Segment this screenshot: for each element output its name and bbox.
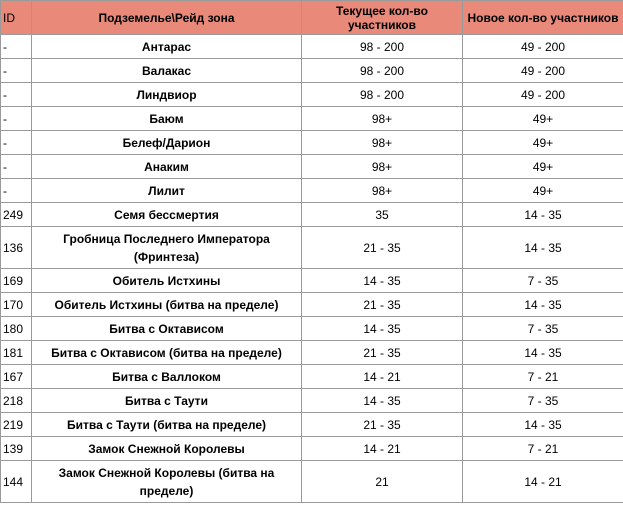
row-current-count: 98 - 200 xyxy=(302,35,463,59)
table-row xyxy=(1,131,623,155)
header-current-count: Текущее кол-во участников xyxy=(302,1,463,35)
row-zone: Белеф/Дарион xyxy=(32,131,302,155)
row-new-count: 14 - 35 xyxy=(463,341,623,365)
row-zone: Гробница Последнего Императора (Фринтеза) xyxy=(32,227,302,269)
table-row xyxy=(1,293,623,317)
row-id: - xyxy=(1,179,32,203)
table-row xyxy=(1,461,623,503)
table-row xyxy=(1,389,623,413)
row-zone: Замок Снежной Королевы xyxy=(32,437,302,461)
row-id: 169 xyxy=(1,269,32,293)
row-id: 181 xyxy=(1,341,32,365)
row-current-count: 14 - 35 xyxy=(302,317,463,341)
row-current-count: 21 - 35 xyxy=(302,341,463,365)
table-header-row xyxy=(1,1,623,35)
row-zone: Баюм xyxy=(32,107,302,131)
row-new-count: 14 - 35 xyxy=(463,413,623,437)
row-new-count: 7 - 35 xyxy=(463,389,623,413)
row-current-count: 98 - 200 xyxy=(302,83,463,107)
table-row xyxy=(1,107,623,131)
row-current-count: 98+ xyxy=(302,107,463,131)
row-zone: Обитель Истхины xyxy=(32,269,302,293)
row-zone: Обитель Истхины (битва на пределе) xyxy=(32,293,302,317)
row-zone: Лилит xyxy=(32,179,302,203)
row-new-count: 49+ xyxy=(463,107,623,131)
row-id: - xyxy=(1,107,32,131)
row-id: 219 xyxy=(1,413,32,437)
row-id: - xyxy=(1,35,32,59)
table-row xyxy=(1,155,623,179)
row-id: - xyxy=(1,59,32,83)
table-row xyxy=(1,83,623,107)
row-zone: Битва с Таути xyxy=(32,389,302,413)
table-row xyxy=(1,203,623,227)
row-new-count: 49 - 200 xyxy=(463,35,623,59)
row-zone: Антарас xyxy=(32,35,302,59)
table-row xyxy=(1,35,623,59)
row-new-count: 49+ xyxy=(463,155,623,179)
row-zone: Битва с Таути (битва на пределе) xyxy=(32,413,302,437)
row-current-count: 98+ xyxy=(302,131,463,155)
row-new-count: 7 - 21 xyxy=(463,437,623,461)
row-id: 249 xyxy=(1,203,32,227)
table-row xyxy=(1,365,623,389)
row-new-count: 14 - 21 xyxy=(463,461,623,503)
row-id: 139 xyxy=(1,437,32,461)
row-zone: Замок Снежной Королевы (битва на пределе) xyxy=(32,461,302,503)
row-zone: Битва с Октависом (битва на пределе) xyxy=(32,341,302,365)
row-new-count: 49+ xyxy=(463,179,623,203)
row-new-count: 14 - 35 xyxy=(463,203,623,227)
row-zone: Семя бессмертия xyxy=(32,203,302,227)
row-id: 170 xyxy=(1,293,32,317)
row-id: 180 xyxy=(1,317,32,341)
row-zone: Линдвиор xyxy=(32,83,302,107)
row-id: 144 xyxy=(1,461,32,503)
row-current-count: 35 xyxy=(302,203,463,227)
table-row xyxy=(1,59,623,83)
row-zone: Битва с Октависом xyxy=(32,317,302,341)
row-id: 218 xyxy=(1,389,32,413)
row-current-count: 14 - 21 xyxy=(302,437,463,461)
row-zone: Анаким xyxy=(32,155,302,179)
row-zone: Битва с Валлоком xyxy=(32,365,302,389)
row-new-count: 7 - 21 xyxy=(463,365,623,389)
row-current-count: 98+ xyxy=(302,179,463,203)
row-current-count: 98 - 200 xyxy=(302,59,463,83)
row-new-count: 14 - 35 xyxy=(463,293,623,317)
row-id: - xyxy=(1,83,32,107)
row-new-count: 14 - 35 xyxy=(463,227,623,269)
row-current-count: 98+ xyxy=(302,155,463,179)
row-id: - xyxy=(1,131,32,155)
table-row xyxy=(1,413,623,437)
row-new-count: 7 - 35 xyxy=(463,269,623,293)
row-current-count: 14 - 35 xyxy=(302,269,463,293)
table-row xyxy=(1,227,623,269)
table-row xyxy=(1,437,623,461)
table-row xyxy=(1,317,623,341)
table-body xyxy=(1,35,623,503)
row-id: 136 xyxy=(1,227,32,269)
row-id: - xyxy=(1,155,32,179)
row-new-count: 7 - 35 xyxy=(463,317,623,341)
row-zone: Валакас xyxy=(32,59,302,83)
table-row xyxy=(1,341,623,365)
table-row xyxy=(1,269,623,293)
table-row xyxy=(1,179,623,203)
header-zone: Подземелье\Рейд зона xyxy=(32,1,302,35)
row-new-count: 49 - 200 xyxy=(463,59,623,83)
row-current-count: 21 xyxy=(302,461,463,503)
row-current-count: 21 - 35 xyxy=(302,227,463,269)
row-current-count: 14 - 35 xyxy=(302,389,463,413)
row-new-count: 49+ xyxy=(463,131,623,155)
row-current-count: 14 - 21 xyxy=(302,365,463,389)
row-current-count: 21 - 35 xyxy=(302,413,463,437)
row-id: 167 xyxy=(1,365,32,389)
header-id: ID xyxy=(1,1,32,35)
header-new-count: Новое кол-во участников xyxy=(463,1,623,35)
row-current-count: 21 - 35 xyxy=(302,293,463,317)
row-new-count: 49 - 200 xyxy=(463,83,623,107)
